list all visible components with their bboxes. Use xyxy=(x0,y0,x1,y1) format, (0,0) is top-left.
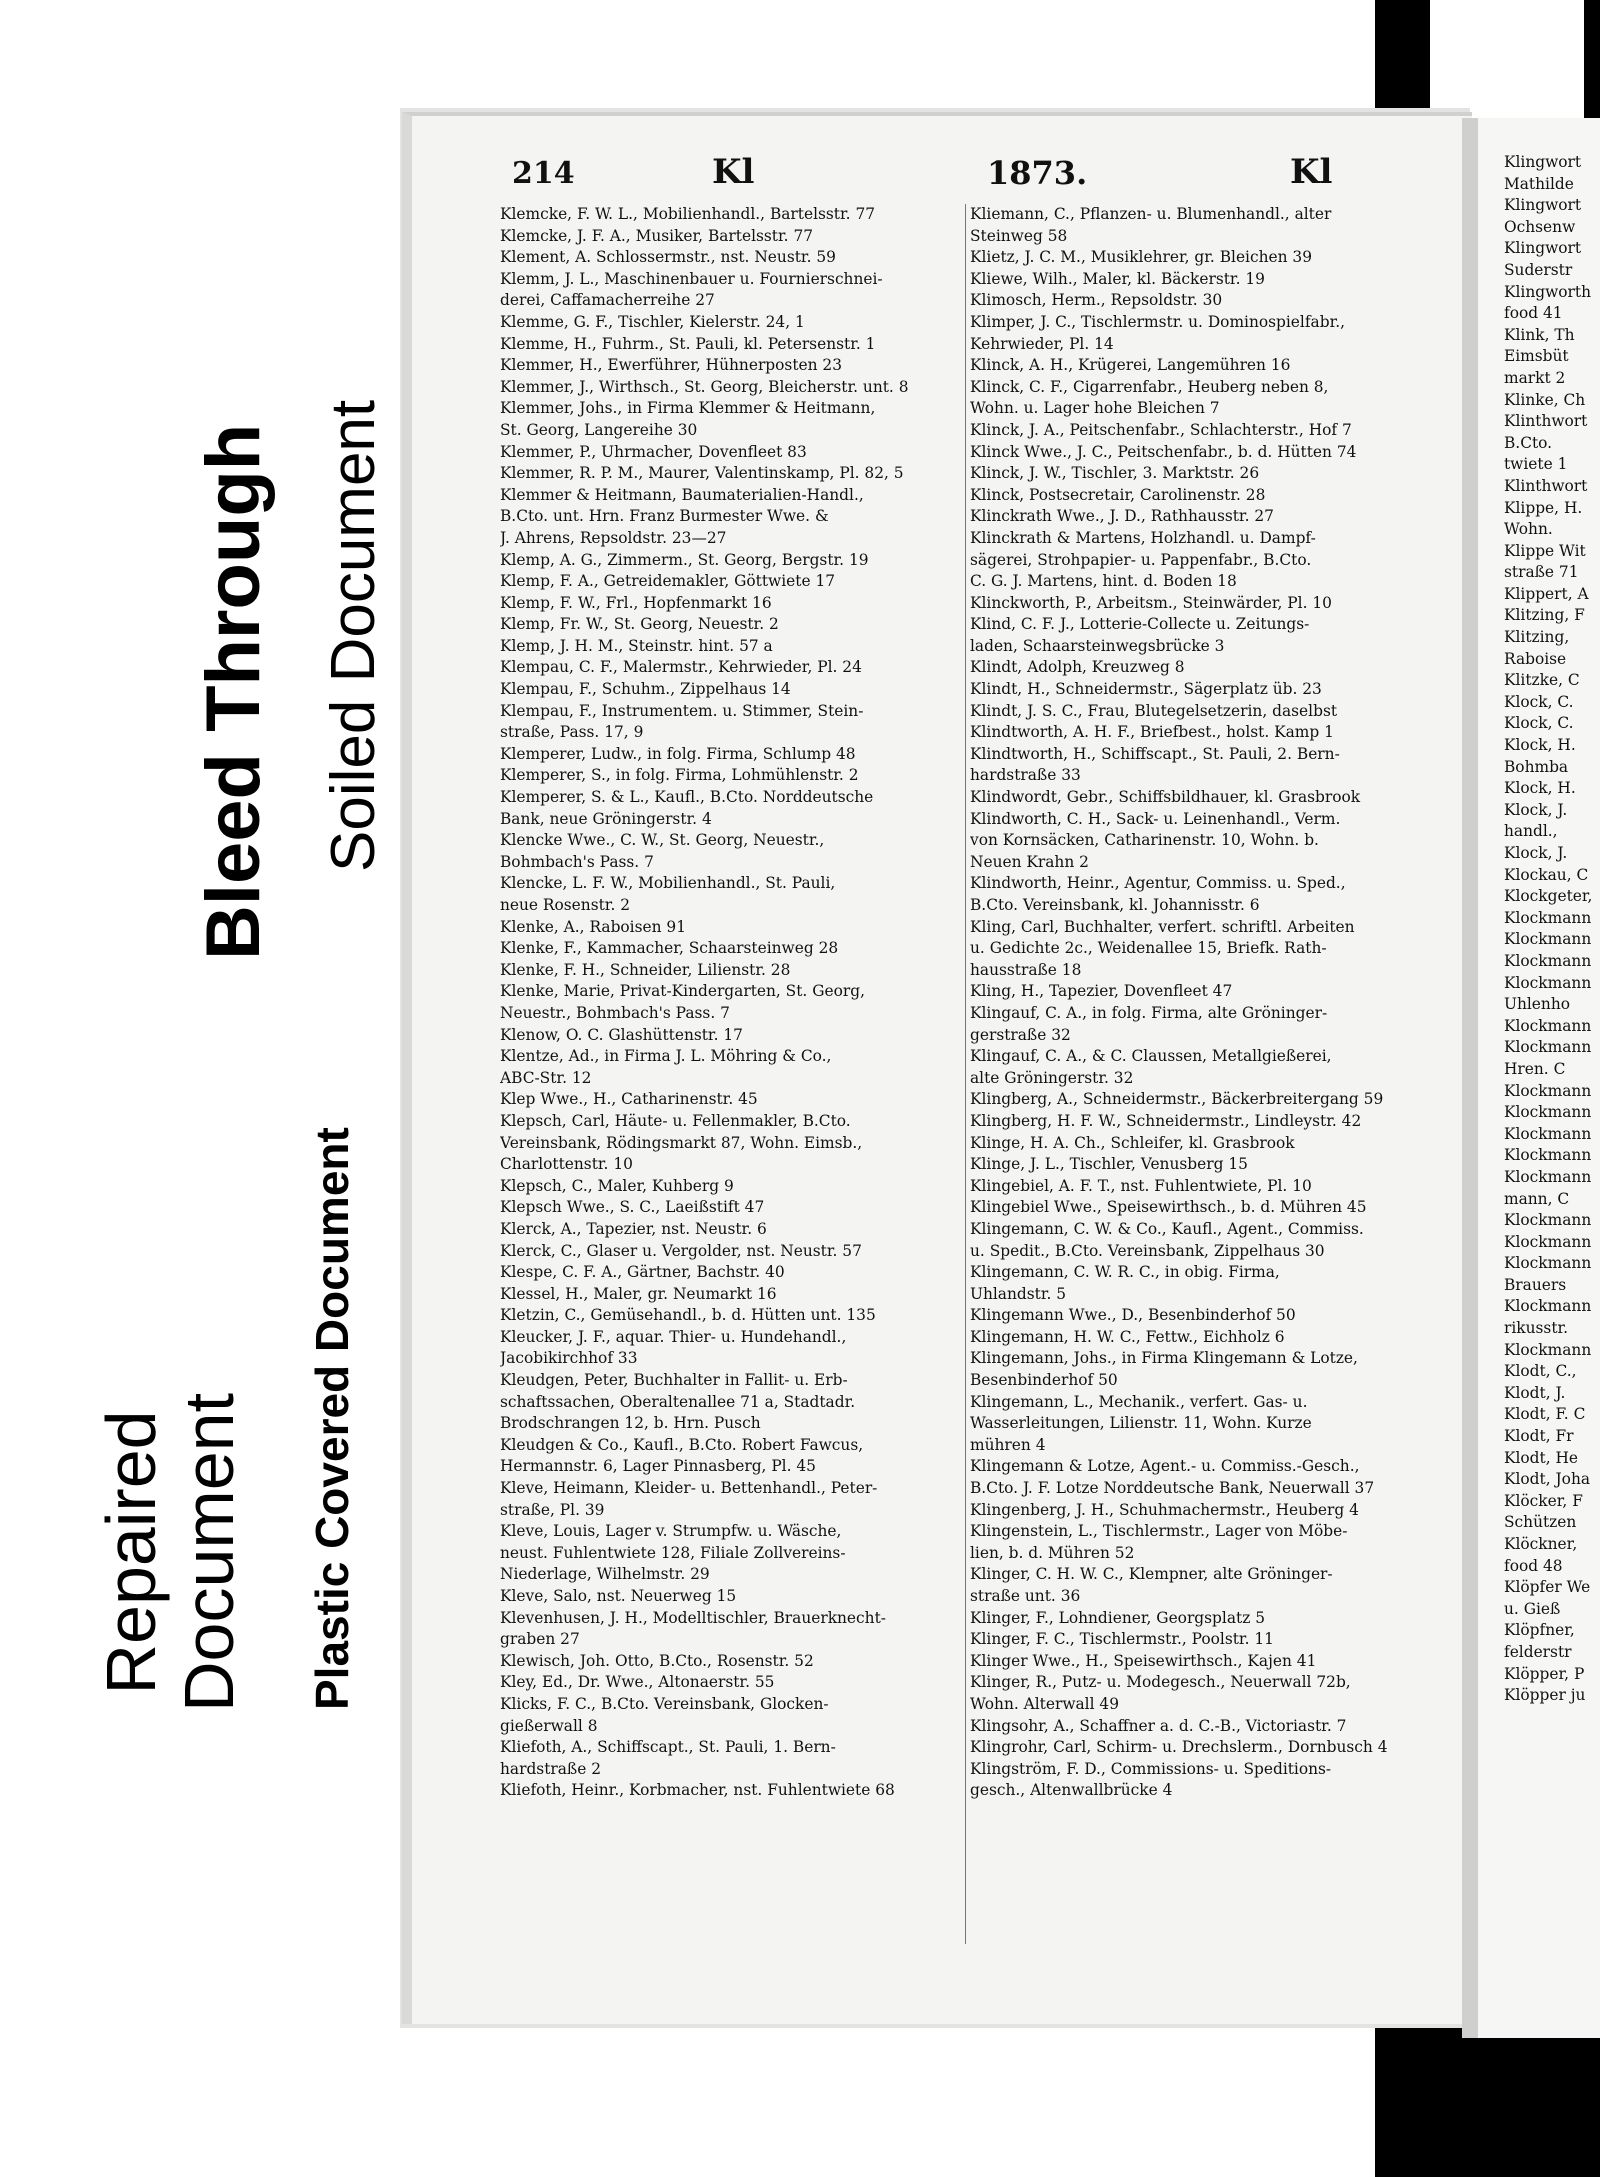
directory-entry-line: Kleve, Louis, Lager v. Strumpfw. u. Wäsche, xyxy=(500,1522,842,1541)
directory-entry-line: Wohn. Alterwall 49 xyxy=(970,1694,1120,1713)
directory-entry-line: Klemp, F. W., Frl., Hopfenmarkt 16 xyxy=(500,593,772,612)
directory-entry-line: Klockmann xyxy=(1504,1254,1592,1273)
directory-entry-line: Jacobikirchhof 33 xyxy=(500,1349,638,1368)
right-column xyxy=(970,204,1440,1802)
directory-entry-line: Klock, H. xyxy=(1504,736,1576,755)
directory-entry-line: Klinge, J. L., Tischler, Venusberg 15 xyxy=(970,1155,1248,1174)
directory-entry-line: Klockmann xyxy=(1504,1146,1592,1165)
header-year: 1873. xyxy=(987,154,1088,192)
directory-entry-line: rikusstr. xyxy=(1504,1319,1569,1338)
directory-entry-line: Klemperer, S. & L., Kaufl., B.Cto. Norddeutsche xyxy=(500,788,874,807)
directory-entry-line: twiete 1 xyxy=(1504,455,1568,474)
directory-entry-line: Raboise xyxy=(1504,649,1567,668)
directory-entry-line: J. Ahrens, Repsoldstr. 23—27 xyxy=(500,528,727,547)
directory-entry-line: Kliefoth, A., Schiffscapt., St. Pauli, 1. Bern- xyxy=(500,1738,836,1757)
directory-entry-line: Klenke, Marie, Privat-Kindergarten, St. Georg, xyxy=(500,982,865,1001)
directory-page xyxy=(402,112,1472,2024)
directory-entry-line: Klemp, A. G., Zimmerm., St. Georg, Bergstr. 19 xyxy=(500,550,869,569)
directory-entry-line: Klockmann xyxy=(1504,930,1592,949)
directory-entry-line: derei, Caffamacherreihe 27 xyxy=(500,291,715,310)
directory-entry-line: Klingenstein, L., Tischlermstr., Lager von Möbe- xyxy=(970,1522,1348,1541)
directory-entry-line: Klöpper, P xyxy=(1504,1664,1585,1683)
directory-entry-line: Klimosch, Herm., Repsoldstr. 30 xyxy=(970,291,1223,310)
directory-entry-line: Klingsohr, A., Schaffner a. d. C.-B., Victoriastr. 7 xyxy=(970,1716,1347,1735)
directory-entry-line: Kliewe, Wilh., Maler, kl. Bäckerstr. 19 xyxy=(970,269,1265,288)
directory-entry-line: Klodt, Fr xyxy=(1504,1427,1574,1446)
directory-entry-line: Klemmer, J., Wirthsch., St. Georg, Bleicherstr. unt. 8 xyxy=(500,377,909,396)
directory-entry-line: Klöpper ju xyxy=(1504,1686,1586,1705)
directory-entry-line: von Kornsäcken, Catharinenstr. 10, Wohn. b. xyxy=(970,831,1319,850)
directory-entry-line: Wohn. xyxy=(1504,520,1553,539)
directory-entry-line: Klenke, A., Raboisen 91 xyxy=(500,917,687,936)
directory-entry-line: Klemmer, Johs., in Firma Klemmer & Heitmann, xyxy=(500,399,876,418)
directory-entry-line: Klindt, J. S. C., Frau, Blutegelsetzerin, daselbst xyxy=(970,701,1338,720)
directory-entry-line: Kling, H., Tapezier, Dovenfleet 47 xyxy=(970,982,1233,1001)
directory-entry-line: Klingwort xyxy=(1504,196,1582,215)
directory-entry-line: Kliefoth, Heinr., Korbmacher, nst. Fuhlentwiete 68 xyxy=(500,1781,895,1800)
label-repaired-line2: Document xyxy=(170,1392,248,1712)
directory-entry-line: Klind, C. F. J., Lotterie-Collecte u. Zeitungs- xyxy=(970,615,1310,634)
directory-entry-line: B.Cto. Vereinsbank, kl. Johannisstr. 6 xyxy=(970,896,1260,914)
directory-entry-line: Brodschrangen 12, b. Hrn. Pusch xyxy=(500,1414,761,1433)
directory-entry-line: Kling, Carl, Buchhalter, verfert. schriftl. Arbeiten xyxy=(970,917,1355,936)
directory-entry-line: Klockmann xyxy=(1504,973,1592,992)
directory-entry-line: Klingebiel Wwe., Speisewirthsch., b. d. Mühren 45 xyxy=(970,1198,1367,1217)
directory-entry-line: Ochsenw xyxy=(1504,217,1576,236)
directory-entry-line: Klitzing, F xyxy=(1504,606,1585,625)
directory-entry-line: Klewisch, Joh. Otto, B.Cto., Rosenstr. 52 xyxy=(500,1651,814,1670)
directory-entry-line: food 48 xyxy=(1504,1556,1563,1575)
directory-entry-line: Klerck, A., Tapezier, nst. Neustr. 6 xyxy=(500,1219,767,1238)
directory-entry-line: lien, b. d. Mühren 52 xyxy=(970,1543,1135,1562)
directory-entry-line: Kleudgen & Co., Kaufl., B.Cto. Robert Fawcus, xyxy=(500,1435,864,1454)
directory-entry-line: Klockmann xyxy=(1504,1103,1592,1122)
next-page-cropped xyxy=(1478,118,1600,2038)
directory-entry-line: Klinger, F. C., Tischlermstr., Poolstr. 11 xyxy=(970,1630,1274,1649)
directory-entry-line: Klinger Wwe., H., Speisewirthsch., Kajen 41 xyxy=(970,1651,1317,1670)
directory-entry-line: Klepsch Wwe., S. C., Laeißstift 47 xyxy=(500,1198,765,1217)
directory-entry-line: Klep Wwe., H., Catharinenstr. 45 xyxy=(500,1090,758,1109)
directory-entry-line: Klemmer & Heitmann, Baumaterialien-Handl., xyxy=(500,485,864,504)
directory-entry-line: Klemm, J. L., Maschinenbauer u. Fournierschnei- xyxy=(500,269,883,288)
directory-entry-line: Klöcker, F xyxy=(1504,1491,1583,1510)
directory-entry-line: Klemmer, H., Ewerführer, Hühnerposten 23 xyxy=(500,356,843,375)
directory-entry-line: Klindworth, C. H., Sack- u. Leinenhandl., Verm. xyxy=(970,809,1341,828)
header-key-left: Kl xyxy=(712,152,755,192)
directory-entry-line: felderstr xyxy=(1504,1642,1572,1661)
directory-entry-line: Klingemann & Lotze, Agent.- u. Commiss.-Gesch., xyxy=(970,1457,1360,1476)
directory-entry-line: Klingenberg, J. H., Schuhmachermstr., Heuberg 4 xyxy=(970,1500,1359,1519)
directory-entry-line: gesch., Altenwallbrücke 4 xyxy=(970,1781,1173,1800)
directory-entry-line: Besenbinderhof 50 xyxy=(970,1371,1118,1390)
directory-entry-line: Klempau, C. F., Malermstr., Kehrwieder, Pl. 24 xyxy=(500,658,862,677)
directory-entry-line: Klinger, R., Putz- u. Modegesch., Neuerwall 72b, xyxy=(970,1673,1351,1692)
directory-entry-line: Klingemann, Johs., in Firma Klingemann & Lotze, xyxy=(970,1349,1358,1368)
directory-entry-line: graben 27 xyxy=(500,1630,580,1649)
directory-entry-line: Niederlage, Wilhelmstr. 29 xyxy=(500,1565,710,1584)
directory-entry-line: Klockau, C xyxy=(1504,865,1589,884)
directory-entry-line: Klingemann, C. W. R. C., in obig. Firma, xyxy=(970,1263,1280,1282)
directory-entry-line: alte Gröningerstr. 32 xyxy=(970,1068,1134,1087)
directory-entry-line: Eimsbüt xyxy=(1504,347,1569,366)
directory-entry-line: straße, Pl. 39 xyxy=(500,1500,605,1519)
directory-entry-line: neue Rosenstr. 2 xyxy=(500,896,631,914)
directory-entry-line: Kletzin, C., Gemüsehandl., b. d. Hütten unt. 135 xyxy=(500,1306,876,1325)
directory-entry-line: Schützen xyxy=(1504,1513,1577,1532)
directory-entry-line: mann, C xyxy=(1504,1189,1570,1208)
directory-entry-line: Klemp, J. H. M., Steinstr. hint. 57 a xyxy=(500,636,773,655)
directory-entry-line: Klemmer, P., Uhrmacher, Dovenfleet 83 xyxy=(500,442,807,461)
directory-entry-line: Klimper, J. C., Tischlermstr. u. Dominospielfabr., xyxy=(970,312,1346,331)
directory-entry-line: hardstraße 33 xyxy=(970,766,1081,785)
directory-entry-line: straße 71 xyxy=(1504,563,1579,582)
directory-entry-line: Klement, A. Schlossermstr., nst. Neustr. 59 xyxy=(500,248,836,267)
directory-entry-line: Klingworth xyxy=(1504,282,1592,301)
directory-entry-line: Klemcke, F. W. L., Mobilienhandl., Bartelsstr. 77 xyxy=(500,205,876,223)
page-number: 214 xyxy=(512,156,575,191)
directory-entry-line: Neuestr., Bohmbach's Pass. 7 xyxy=(500,1003,730,1022)
directory-entry-line: Klessel, H., Maler, gr. Neumarkt 16 xyxy=(500,1284,777,1303)
directory-entry-line: Klingwort xyxy=(1504,239,1582,258)
directory-entry-line: Klitzke, C xyxy=(1504,671,1580,690)
directory-entry-line: Klock, J. xyxy=(1504,844,1568,862)
directory-entry-line: Klippe Wit xyxy=(1504,541,1586,560)
directory-entry-line: Klindtworth, A. H. F., Briefbest., holst. Kamp 1 xyxy=(970,723,1334,742)
directory-entry-line: Klemme, G. F., Tischler, Kielerstr. 24, 1 xyxy=(500,312,805,331)
label-repaired-document xyxy=(92,1393,248,1712)
directory-entry-line: Klinck Wwe., J. C., Peitschenfabr., b. d. Hütten 74 xyxy=(970,442,1357,461)
directory-entry-line: Klingemann, H. W. C., Fettw., Eichholz 6 xyxy=(970,1327,1285,1346)
directory-entry-line: Klicks, F. C., B.Cto. Vereinsbank, Glocken- xyxy=(500,1694,829,1713)
directory-entry-line: Klemme, H., Fuhrm., St. Pauli, kl. Petersenstr. 1 xyxy=(500,334,876,353)
directory-entry-line: Bohmba xyxy=(1504,757,1569,776)
directory-entry-line: Klingemann, L., Mechanik., verfert. Gas- u. xyxy=(970,1392,1308,1411)
directory-entry-line: Klindt, H., Schneidermstr., Sägerplatz üb. 23 xyxy=(970,680,1322,699)
directory-entry-line: Klodt, C., xyxy=(1504,1362,1577,1381)
directory-entry-line: Klindtworth, H., Schiffscapt., St. Pauli, 2. Bern- xyxy=(970,744,1340,763)
directory-entry-line: Klodt, Joha xyxy=(1504,1470,1591,1489)
directory-entry-line: Hermannstr. 6, Lager Pinnasberg, Pl. 45 xyxy=(500,1457,816,1476)
directory-entry-line: B.Cto. unt. Hrn. Franz Burmester Wwe. & xyxy=(500,507,829,526)
directory-entry-line: Klepsch, Carl, Häute- u. Fellenmakler, B.Cto. xyxy=(500,1111,851,1130)
directory-entry-line: Klingauf, C. A., in folg. Firma, alte Gröninger- xyxy=(970,1003,1328,1022)
directory-entry-line: Klockmann xyxy=(1504,1038,1592,1057)
directory-entry-line: Klodt, F. C xyxy=(1504,1405,1586,1424)
directory-entry-line: Klindwordt, Gebr., Schiffsbildhauer, kl. Grasbrook xyxy=(970,788,1361,807)
page-header xyxy=(512,152,1442,196)
directory-entry-line: straße unt. 36 xyxy=(970,1587,1081,1605)
header-key-right: Kl xyxy=(1290,152,1333,192)
directory-entry-line: Klingrohr, Carl, Schirm- u. Drechslerm., Dornbusch 4 xyxy=(970,1738,1388,1757)
directory-entry-line: sägerei, Strohpapier- u. Pappenfabr., B.Cto. xyxy=(970,550,1312,569)
directory-entry-line: Kehrwieder, Pl. 14 xyxy=(970,334,1114,353)
directory-entry-line: hardstraße 2 xyxy=(500,1759,601,1778)
directory-entry-line: Klepsch, C., Maler, Kuhberg 9 xyxy=(500,1176,734,1195)
directory-entry-line: Klindt, Adolph, Kreuzweg 8 xyxy=(970,658,1185,677)
directory-entry-line: Klodt, He xyxy=(1504,1448,1579,1467)
directory-entry-line: Wasserleitungen, Lilienstr. 11, Wohn. Kurze xyxy=(970,1414,1312,1433)
directory-entry-line: Klinck, A. H., Krügerei, Langemühren 16 xyxy=(970,356,1291,375)
directory-entry-line: gießerwall 8 xyxy=(500,1716,598,1735)
directory-entry-line: Klippert, A xyxy=(1504,584,1589,603)
directory-entry-line: Klinger, C. H. W. C., Klempner, alte Gröninger- xyxy=(970,1565,1333,1584)
directory-entry-line: Klockmann xyxy=(1504,1211,1592,1230)
directory-entry-line: Klippe, H. xyxy=(1504,498,1583,517)
directory-entry-line: Klitzing, xyxy=(1504,628,1570,647)
directory-entry-line: laden, Schaarsteinwegsbrücke 3 xyxy=(970,636,1225,655)
directory-entry-line: Klockmann xyxy=(1504,1232,1592,1251)
directory-entry-line: Klinckrath & Martens, Holzhandl. u. Dampf- xyxy=(970,528,1316,547)
directory-entry-line: Klemperer, S., in folg. Firma, Lohmühlenstr. 2 xyxy=(500,766,859,785)
directory-entry-line: Neuen Krahn 2 xyxy=(970,852,1089,871)
directory-entry-line: Klockmann xyxy=(1504,1167,1592,1186)
directory-entry-line: Klinck, Postsecretair, Carolinenstr. 28 xyxy=(970,485,1266,504)
directory-entry-line: Klingebiel, A. F. T., nst. Fuhlentwiete, Pl. 10 xyxy=(970,1176,1312,1195)
directory-entry-line: Klink, Th xyxy=(1504,325,1575,344)
directory-entry-line: Klevenhusen, J. H., Modelltischler, Brauerknecht- xyxy=(500,1608,886,1627)
directory-entry-line: Klinckworth, P., Arbeitsm., Steinwärder, Pl. 10 xyxy=(970,593,1332,612)
directory-entry-line: Vereinsbank, Rödingsmarkt 87, Wohn. Eimsb., xyxy=(500,1133,863,1152)
directory-entry-line: Klietz, J. C. M., Musiklehrer, gr. Bleichen 39 xyxy=(970,248,1313,267)
directory-entry-line: Steinweg 58 xyxy=(970,226,1068,245)
directory-entry-line: Klockmann xyxy=(1504,1340,1592,1359)
directory-entry-line: Klingauf, C. A., & C. Claussen, Metallgießerei, xyxy=(970,1047,1332,1066)
directory-entry-line: Kliemann, C., Pflanzen- u. Blumenhandl., alter xyxy=(970,205,1332,223)
directory-entry-line: Klockmann xyxy=(1504,1297,1592,1316)
directory-entry-line: straße, Pass. 17, 9 xyxy=(500,723,644,742)
directory-entry-line: food 41 xyxy=(1504,304,1563,323)
directory-entry-line: Klenke, F., Kammacher, Schaarsteinweg 28 xyxy=(500,939,839,958)
label-bleed-through: Bleed Through xyxy=(191,423,276,960)
directory-entry-line: Kleucker, J. F., aquar. Thier- u. Hundehandl., xyxy=(500,1327,847,1346)
directory-entry-line: Brauers xyxy=(1504,1275,1567,1294)
directory-entry-line: Klemmer, R. P. M., Maurer, Valentinskamp, Pl. 82, 5 xyxy=(500,464,904,483)
directory-entry-line: B.Cto. J. F. Lotze Norddeutsche Bank, Neuerwall 37 xyxy=(970,1479,1375,1498)
directory-entry-line: Bank, neue Gröningerstr. 4 xyxy=(500,809,712,828)
directory-entry-line: Klinge, H. A. Ch., Schleifer, kl. Grasbrook xyxy=(970,1133,1295,1152)
directory-entry-line: Uhlenho xyxy=(1504,995,1571,1014)
directory-entry-line: gerstraße 32 xyxy=(970,1025,1071,1044)
label-plastic-covered: Plastic Covered Document xyxy=(306,1127,358,1710)
label-soiled-document: Soiled Document xyxy=(319,399,388,872)
directory-entry-line: Klencke Wwe., C. W., St. Georg, Neuestr., xyxy=(500,831,825,850)
directory-entry-line: ABC-Str. 12 xyxy=(500,1068,592,1087)
directory-entry-line: Klockmann xyxy=(1504,1016,1592,1035)
directory-entry-line: Klencke, L. F. W., Mobilienhandl., St. Pauli, xyxy=(500,874,836,893)
directory-entry-line: Klingwort xyxy=(1504,153,1582,171)
directory-entry-line: Klempau, F., Instrumentem. u. Stimmer, Stein- xyxy=(500,701,864,720)
directory-entry-line: B.Cto. xyxy=(1504,433,1553,452)
directory-entry-line: Klinger, F., Lohndiener, Georgsplatz 5 xyxy=(970,1608,1265,1627)
directory-entry-line: Klinckrath Wwe., J. D., Rathhausstr. 27 xyxy=(970,507,1274,526)
directory-entry-line: u. Gieß xyxy=(1504,1599,1561,1618)
directory-entry-line: markt 2 xyxy=(1504,368,1566,387)
directory-entry-line: Klockmann xyxy=(1504,908,1592,927)
directory-entry-line: Klinthwort xyxy=(1504,476,1588,495)
directory-entry-line: schaftssachen, Oberaltenallee 71 a, Stadtadr. xyxy=(500,1392,856,1411)
column-divider xyxy=(965,204,966,1944)
directory-entry-line: Klentze, Ad., in Firma J. L. Möhring & Co., xyxy=(500,1047,832,1066)
directory-entry-line: Klemcke, J. F. A., Musiker, Bartelsstr. 77 xyxy=(500,226,814,245)
directory-entry-line: Klock, C. xyxy=(1504,714,1574,733)
directory-entry-line: Klenow, O. C. Glashüttenstr. 17 xyxy=(500,1025,743,1044)
directory-entry-line: Kleve, Salo, nst. Neuerweg 15 xyxy=(500,1587,737,1605)
directory-entry-line: Klodt, J. xyxy=(1504,1383,1566,1402)
directory-entry-line: Klock, H. xyxy=(1504,779,1576,798)
directory-entry-line: Mathilde xyxy=(1504,174,1574,193)
directory-entry-line: Klempau, F., Schuhm., Zippelhaus 14 xyxy=(500,680,791,699)
directory-entry-line: Kleve, Heimann, Kleider- u. Bettenhandl., Peter- xyxy=(500,1479,878,1498)
directory-entry-line: C. G. J. Martens, hint. d. Boden 18 xyxy=(970,572,1237,591)
directory-entry-line: Klock, J. xyxy=(1504,800,1568,819)
directory-entry-line: Klerck, C., Glaser u. Vergolder, nst. Neustr. 57 xyxy=(500,1241,862,1260)
left-column xyxy=(500,204,962,1802)
directory-entry-line: Klingemann, C. W. & Co., Kaufl., Agent., Commiss. xyxy=(970,1219,1364,1238)
directory-entry-line: Klinck, J. A., Peitschenfabr., Schlachterstr., Hof 7 xyxy=(970,420,1352,439)
label-repaired-line1: Repaired xyxy=(92,1410,170,1695)
directory-entry-line: hausstraße 18 xyxy=(970,960,1082,979)
directory-entry-line: Klinthwort xyxy=(1504,412,1588,431)
binding-edge-bottom xyxy=(1375,2015,1600,2177)
directory-entry-line: Uhlandstr. 5 xyxy=(970,1284,1067,1303)
directory-entry-line: Klockmann xyxy=(1504,1081,1592,1100)
directory-entry-line: Hren. C xyxy=(1504,1059,1566,1078)
directory-entry-line: Klingberg, A., Schneidermstr., Bäckerbreitergang 59 xyxy=(970,1090,1384,1109)
directory-entry-line: Kley, Ed., Dr. Wwe., Altonaerstr. 55 xyxy=(500,1673,775,1692)
directory-entry-line: Klenke, F. H., Schneider, Lilienstr. 28 xyxy=(500,960,791,979)
directory-entry-line: u. Gedichte 2c., Weidenallee 15, Briefk. Rath- xyxy=(970,939,1327,958)
book-gutter xyxy=(1462,118,1478,2038)
directory-entry-line: Klemp, Fr. W., St. Georg, Neuestr. 2 xyxy=(500,615,779,634)
directory-entry-line: Wohn. u. Lager hohe Bleichen 7 xyxy=(970,399,1220,418)
directory-entry-line: Klemp, F. A., Getreidemakler, Göttwiete 17 xyxy=(500,572,836,591)
directory-entry-line: Klingström, F. D., Commissions- u. Speditions- xyxy=(970,1759,1332,1778)
next-page-column xyxy=(1478,118,1600,1707)
directory-entry-line: handl., xyxy=(1504,822,1558,841)
directory-entry-line: Klingemann Wwe., D., Besenbinderhof 50 xyxy=(970,1306,1296,1325)
directory-entry-line: mühren 4 xyxy=(970,1435,1046,1454)
directory-entry-line: Klinck, J. W., Tischler, 3. Marktstr. 26 xyxy=(970,464,1260,483)
directory-entry-line: Klöckner, xyxy=(1504,1535,1578,1553)
binding-edge-top xyxy=(1375,0,1430,110)
directory-entry-line: Bohmbach's Pass. 7 xyxy=(500,852,654,871)
directory-entry-line: Klockmann xyxy=(1504,951,1592,970)
directory-entry-line: Suderstr xyxy=(1504,260,1573,279)
directory-entry-line: Kleudgen, Peter, Buchhalter in Fallit- u. Erb- xyxy=(500,1371,848,1390)
directory-entry-line: Klöpfer We xyxy=(1504,1578,1591,1597)
directory-entry-line: Klinck, C. F., Cigarrenfabr., Heuberg neben 8, xyxy=(970,377,1329,396)
directory-entry-line: Klockgeter, xyxy=(1504,887,1593,906)
directory-entry-line: Klöpfner, xyxy=(1504,1621,1575,1640)
directory-entry-line: Klespe, C. F. A., Gärtner, Bachstr. 40 xyxy=(500,1263,785,1282)
directory-entry-line: Charlottenstr. 10 xyxy=(500,1155,633,1174)
directory-entry-line: Klemperer, Ludw., in folg. Firma, Schlump 48 xyxy=(500,744,856,763)
directory-entry-line: Klinke, Ch xyxy=(1504,390,1586,409)
directory-entry-line: Klingberg, H. F. W., Schneidermstr., Lindleystr. 42 xyxy=(970,1111,1362,1130)
directory-entry-line: neust. Fuhlentwiete 128, Filiale Zollvereins- xyxy=(500,1543,846,1562)
directory-entry-line: Klock, C. xyxy=(1504,692,1574,711)
directory-entry-line: Klindworth, Heinr., Agentur, Commiss. u. Sped., xyxy=(970,874,1346,893)
directory-entry-line: u. Spedit., B.Cto. Vereinsbank, Zippelhaus 30 xyxy=(970,1241,1325,1260)
directory-entry-line: St. Georg, Langereihe 30 xyxy=(500,420,698,439)
directory-entry-line: Klockmann xyxy=(1504,1124,1592,1143)
